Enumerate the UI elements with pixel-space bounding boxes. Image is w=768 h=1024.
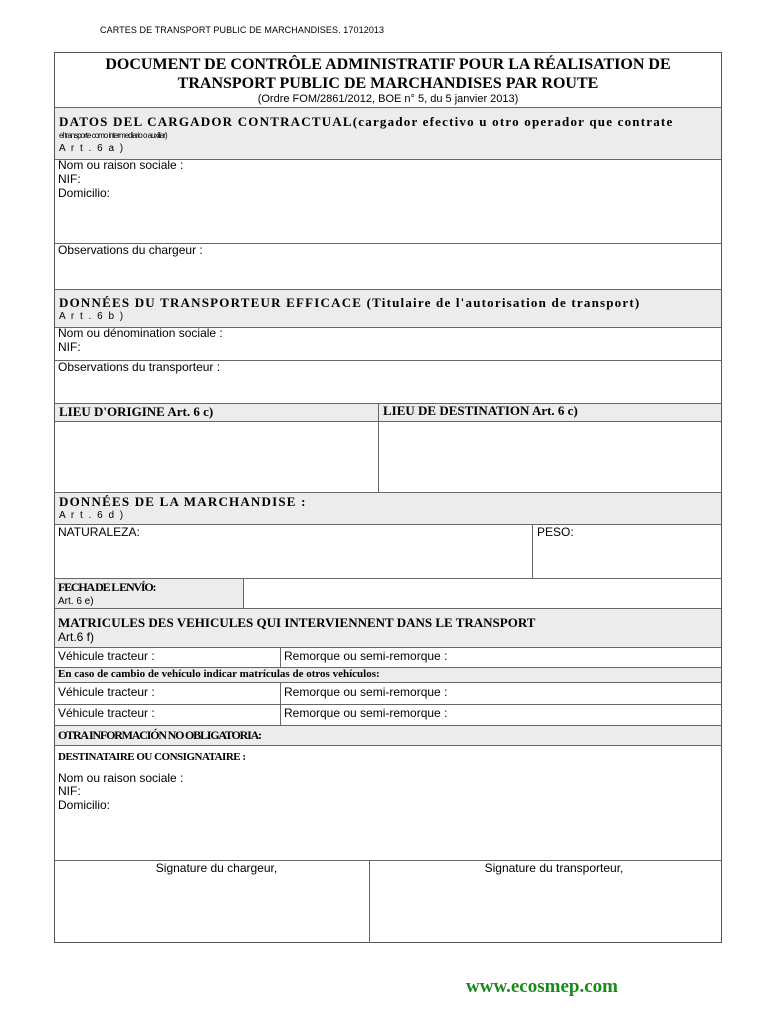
consignee-heading: DESTINATAIRE OU CONSIGNATAIRE : [58, 751, 246, 763]
carrier-observations-label: Observations du transporteur : [58, 360, 221, 374]
shipper-heading: DATOS DEL CARGADOR CONTRACTUAL(cargador efectivo u otro operador que contrate [59, 114, 674, 129]
vehicle-tractor-label: Véhicule tracteur : [58, 649, 155, 663]
carrier-art: A r t . 6 b ) [59, 311, 125, 322]
shipper-tiny-note: el transporte como intermediario o auxiliar) [59, 131, 167, 140]
vehicle-trailer-2-label: Remorque ou semi-remorque : [284, 685, 448, 699]
goods-nature-label: NATURALEZA: [58, 525, 140, 539]
consignee-name-label: Nom ou raison sociale : [58, 771, 184, 785]
carrier-name-label: Nom ou dénomination sociale : [58, 326, 223, 340]
shipper-art: A r t . 6 a ) [59, 143, 125, 154]
vehicle-change-note: En caso de cambio de vehículo indicar matrículas de otros vehículos: [58, 668, 380, 680]
shipper-nif-label: NIF: [58, 172, 81, 186]
other-info-label: OTRA INFORMACIÓN NO OBLIGATORIA: [58, 728, 261, 742]
carrier-heading: DONNÉES DU TRANSPORTEUR EFFICACE (Titulaire de l'autorisation de transport) [59, 295, 641, 310]
send-date-label: FECHA DE L ENVÍO: [58, 580, 156, 594]
vehicle-tractor-2-label: Véhicule tracteur : [58, 685, 155, 699]
carrier-nif-label: NIF: [58, 340, 81, 354]
carrier-signature-label: Signature du transporteur, [484, 861, 624, 875]
goods-heading: DONNÉES DE LA MARCHANDISE : [59, 494, 307, 509]
vehicle-trailer-label: Remorque ou semi-remorque : [284, 649, 448, 663]
goods-weight-label: PESO: [537, 525, 574, 539]
shipper-signature-label: Signature du chargeur, [155, 861, 278, 875]
shipper-observations-label: Observations du chargeur : [58, 243, 203, 257]
form-subtitle: (Ordre FOM/2861/2012, BOE n° 5, du 5 janvier 2013) [257, 93, 519, 105]
document-code-line: CARTES DE TRANSPORT PUBLIC DE MARCHANDISES. 17012013 [100, 25, 385, 35]
vehicle-trailer-3-label: Remorque ou semi-remorque : [284, 706, 448, 720]
goods-art: A r t . 6 d ) [59, 510, 125, 521]
shipper-name-label: Nom ou raison sociale : [58, 158, 184, 172]
vehicle-tractor-3-label: Véhicule tracteur : [58, 706, 155, 720]
send-date-art: Art. 6 e) [58, 596, 94, 607]
consignee-nif-label: NIF: [58, 784, 81, 798]
website-link[interactable]: www.ecosmep.com [466, 976, 618, 997]
consignee-address-label: Domicilio: [58, 798, 111, 812]
vehicles-heading: MATRICULES DES VEHICULES QUI INTERVIENNENT DANS LE TRANSPORT [58, 615, 536, 630]
origin-label: LIEU D'ORIGINE Art. 6 c) [59, 404, 214, 419]
vehicles-art: Art.6 f) [58, 630, 95, 644]
destination-label: LIEU DE DESTINATION Art. 6 c) [383, 403, 578, 418]
form-title-line2: TRANSPORT PUBLIC DE MARCHANDISES PAR ROUTE [177, 75, 599, 92]
form-title-line1: DOCUMENT DE CONTRÔLE ADMINISTRATIF POUR LA RÉALISATION DE [105, 56, 671, 73]
shipper-address-label: Domicilio: [58, 186, 111, 200]
